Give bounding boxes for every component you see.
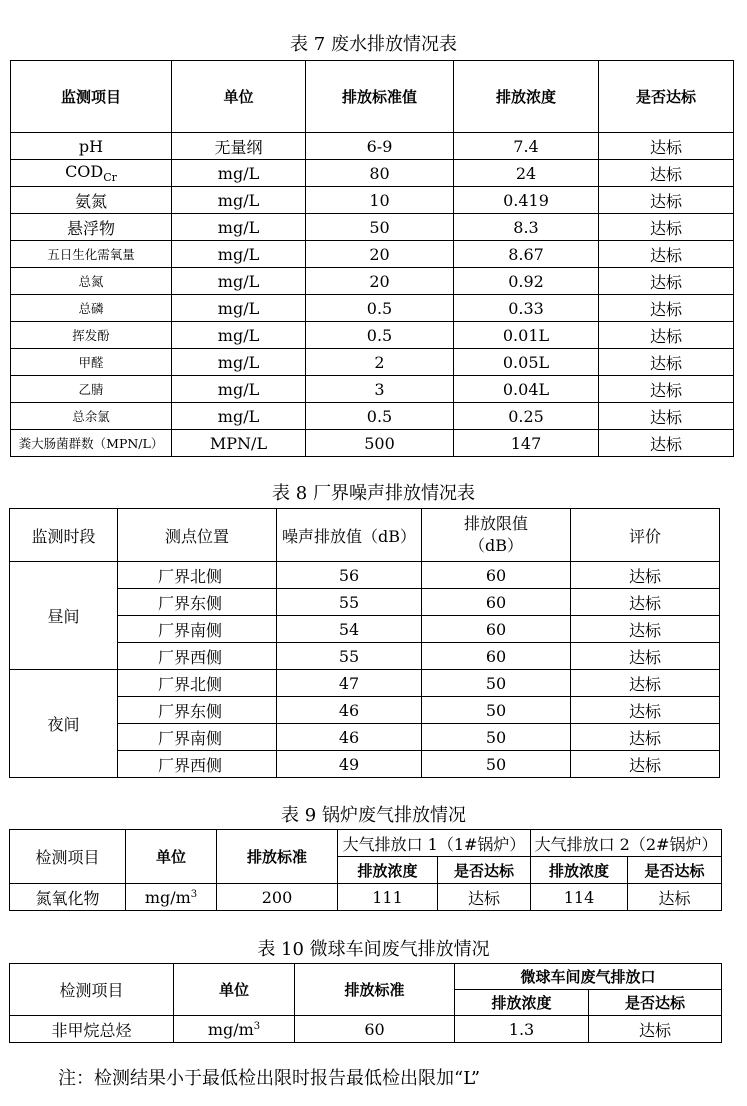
t7-item: 甲醛 (11, 349, 172, 376)
t7-header-ok: 是否达标 (599, 61, 734, 133)
t9-conc2: 114 (531, 884, 628, 911)
t7-ok: 达标 (599, 160, 734, 187)
t9-header-outlet1: 大气排放口 1（1#锅炉） (338, 830, 531, 857)
t8-value: 46 (277, 697, 422, 724)
t7-unit: 无量纲 (172, 133, 306, 160)
t8-value: 55 (277, 589, 422, 616)
t7-ok: 达标 (599, 403, 734, 430)
t7-item: 总磷 (11, 295, 172, 322)
t7-std: 0.5 (306, 403, 454, 430)
t7-item: 粪大肠菌群数（MPN/L） (11, 430, 172, 457)
t7-item-subscript: Cr (103, 171, 117, 184)
t7-item: 总余氯 (11, 403, 172, 430)
t9-header-conc2: 排放浓度 (531, 857, 628, 884)
t8-limit: 60 (422, 643, 571, 670)
table-row (11, 241, 734, 268)
t7-unit: mg/L (172, 241, 306, 268)
t10-ok: 达标 (589, 1016, 722, 1043)
t7-header-item: 监测项目 (11, 61, 172, 133)
t10-header-item: 检测项目 (10, 964, 174, 1016)
t8-limit: 50 (422, 670, 571, 697)
table-row (11, 349, 734, 376)
t8-eval: 达标 (571, 616, 720, 643)
table8-caption: 表 8 厂界噪声排放情况表 (272, 483, 475, 504)
table-row (11, 376, 734, 403)
t7-item: 挥发酚 (11, 322, 172, 349)
footnote: 注：检测结果小于最低检出限时报告最低检出限加“L” (58, 1068, 481, 1089)
t8-location: 厂界北侧 (118, 670, 277, 697)
t9-unit (126, 884, 217, 911)
t8-location: 厂界西侧 (118, 643, 277, 670)
t9-unit-superscript: 3 (190, 888, 198, 900)
t7-unit: mg/L (172, 295, 306, 322)
t8-value: 46 (277, 724, 422, 751)
t9-std: 200 (217, 884, 338, 911)
t8-location: 厂界北侧 (118, 562, 277, 589)
t8-period-day: 昼间 (10, 562, 118, 670)
t7-conc: 0.01L (454, 322, 599, 349)
t7-std: 3 (306, 376, 454, 403)
t10-unit-superscript: 3 (253, 1020, 261, 1032)
t8-value: 54 (277, 616, 422, 643)
t8-eval: 达标 (571, 589, 720, 616)
t9-unit-base: mg/m (144, 887, 191, 907)
t7-item: 氨氮 (11, 187, 172, 214)
table9-caption: 表 9 锅炉废气排放情况 (281, 805, 466, 826)
t8-location: 厂界南侧 (118, 724, 277, 751)
t8-eval: 达标 (571, 724, 720, 751)
t8-eval: 达标 (571, 697, 720, 724)
t8-location: 厂界西侧 (118, 751, 277, 778)
t9-header-item: 检测项目 (10, 830, 126, 884)
t8-period-night: 夜间 (10, 670, 118, 778)
t7-header-std: 排放标准值 (306, 61, 454, 133)
t7-conc: 24 (454, 160, 599, 187)
table-row (11, 430, 734, 457)
t7-std: 0.5 (306, 295, 454, 322)
t7-unit: MPN/L (172, 430, 306, 457)
t7-std: 20 (306, 241, 454, 268)
table-row (10, 562, 720, 589)
t7-conc: 147 (454, 430, 599, 457)
t7-ok: 达标 (599, 133, 734, 160)
t7-item-base: COD (65, 162, 104, 181)
t8-limit: 50 (422, 724, 571, 751)
table-row (10, 884, 722, 911)
t8-limit: 50 (422, 751, 571, 778)
t7-unit: mg/L (172, 187, 306, 214)
t7-std: 0.5 (306, 322, 454, 349)
t10-item: 非甲烷总烃 (10, 1016, 174, 1043)
t8-header-value: 噪声排放值（dB） (277, 509, 422, 562)
t7-unit: mg/L (172, 268, 306, 295)
t8-header-period: 监测时段 (10, 509, 118, 562)
t7-std: 2 (306, 349, 454, 376)
table-row (10, 670, 720, 697)
t7-conc: 0.25 (454, 403, 599, 430)
t7-conc: 0.04L (454, 376, 599, 403)
t7-ok: 达标 (599, 295, 734, 322)
t7-item: 悬浮物 (11, 214, 172, 241)
t7-std: 6-9 (306, 133, 454, 160)
t8-location: 厂界南侧 (118, 616, 277, 643)
t10-unit (174, 1016, 295, 1043)
table-row (11, 403, 734, 430)
table10-caption: 表 10 微球车间废气排放情况 (257, 939, 490, 960)
t8-header-eval: 评价 (571, 509, 720, 562)
t7-ok: 达标 (599, 268, 734, 295)
t7-unit: mg/L (172, 349, 306, 376)
t7-conc: 0.419 (454, 187, 599, 214)
t7-ok: 达标 (599, 349, 734, 376)
t8-eval: 达标 (571, 670, 720, 697)
t7-item: pH (11, 133, 172, 160)
table-row (11, 268, 734, 295)
t7-unit: mg/L (172, 376, 306, 403)
t7-header-conc: 排放浓度 (454, 61, 599, 133)
table-row (11, 160, 734, 187)
table-row (11, 133, 734, 160)
t7-ok: 达标 (599, 430, 734, 457)
noise-table (9, 508, 720, 778)
microsphere-exhaust-table (9, 963, 722, 1043)
t8-eval: 达标 (571, 643, 720, 670)
t7-conc: 0.05L (454, 349, 599, 376)
t10-std: 60 (295, 1016, 455, 1043)
t7-unit: mg/L (172, 322, 306, 349)
t9-header-unit: 单位 (126, 830, 217, 884)
t9-conc1: 111 (338, 884, 438, 911)
t10-header-ok: 是否达标 (589, 990, 722, 1016)
t7-std: 10 (306, 187, 454, 214)
t8-header-location: 测点位置 (118, 509, 277, 562)
t9-ok2: 达标 (628, 884, 722, 911)
t7-ok: 达标 (599, 214, 734, 241)
t7-conc: 0.92 (454, 268, 599, 295)
table-row (11, 295, 734, 322)
t7-unit: mg/L (172, 160, 306, 187)
t7-conc: 8.67 (454, 241, 599, 268)
table-row (11, 322, 734, 349)
t7-item: 五日生化需氧量 (11, 241, 172, 268)
t7-item: 乙腈 (11, 376, 172, 403)
t7-std: 80 (306, 160, 454, 187)
table-row (11, 214, 734, 241)
t7-conc: 7.4 (454, 133, 599, 160)
t7-std: 50 (306, 214, 454, 241)
t10-header-std: 排放标准 (295, 964, 455, 1016)
t10-header-outlet: 微球车间废气排放口 (455, 964, 722, 990)
t7-unit: mg/L (172, 214, 306, 241)
t8-eval: 达标 (571, 751, 720, 778)
t8-value: 55 (277, 643, 422, 670)
t7-ok: 达标 (599, 376, 734, 403)
t7-item (11, 160, 172, 187)
t9-ok1: 达标 (438, 884, 531, 911)
t10-header-conc: 排放浓度 (455, 990, 589, 1016)
t9-header-ok2: 是否达标 (628, 857, 722, 884)
t7-std: 20 (306, 268, 454, 295)
t8-header-limit: 排放限值（dB） (422, 509, 571, 562)
t8-limit: 60 (422, 589, 571, 616)
t8-limit: 60 (422, 616, 571, 643)
table-row (10, 1016, 722, 1043)
t8-location: 厂界东侧 (118, 697, 277, 724)
t7-ok: 达标 (599, 241, 734, 268)
t9-header-ok1: 是否达标 (438, 857, 531, 884)
t9-item: 氮氧化物 (10, 884, 126, 911)
t7-conc: 0.33 (454, 295, 599, 322)
t7-std: 500 (306, 430, 454, 457)
t8-value: 56 (277, 562, 422, 589)
t8-location: 厂界东侧 (118, 589, 277, 616)
t7-header-unit: 单位 (172, 61, 306, 133)
t10-unit-base: mg/m (207, 1019, 254, 1039)
t8-limit: 60 (422, 562, 571, 589)
t10-header-unit: 单位 (174, 964, 295, 1016)
wastewater-table (10, 60, 734, 457)
t7-ok: 达标 (599, 322, 734, 349)
t7-unit: mg/L (172, 403, 306, 430)
t9-header-std: 排放标准 (217, 830, 338, 884)
t8-value: 49 (277, 751, 422, 778)
t8-value: 47 (277, 670, 422, 697)
t8-limit: 50 (422, 697, 571, 724)
t8-eval: 达标 (571, 562, 720, 589)
table-row (11, 187, 734, 214)
t7-ok: 达标 (599, 187, 734, 214)
t7-item: 总氮 (11, 268, 172, 295)
t10-conc: 1.3 (455, 1016, 589, 1043)
t9-header-conc1: 排放浓度 (338, 857, 438, 884)
t7-conc: 8.3 (454, 214, 599, 241)
table7-caption: 表 7 废水排放情况表 (290, 34, 457, 55)
t9-header-outlet2: 大气排放口 2（2#锅炉） (531, 830, 722, 857)
boiler-exhaust-table (9, 829, 722, 911)
